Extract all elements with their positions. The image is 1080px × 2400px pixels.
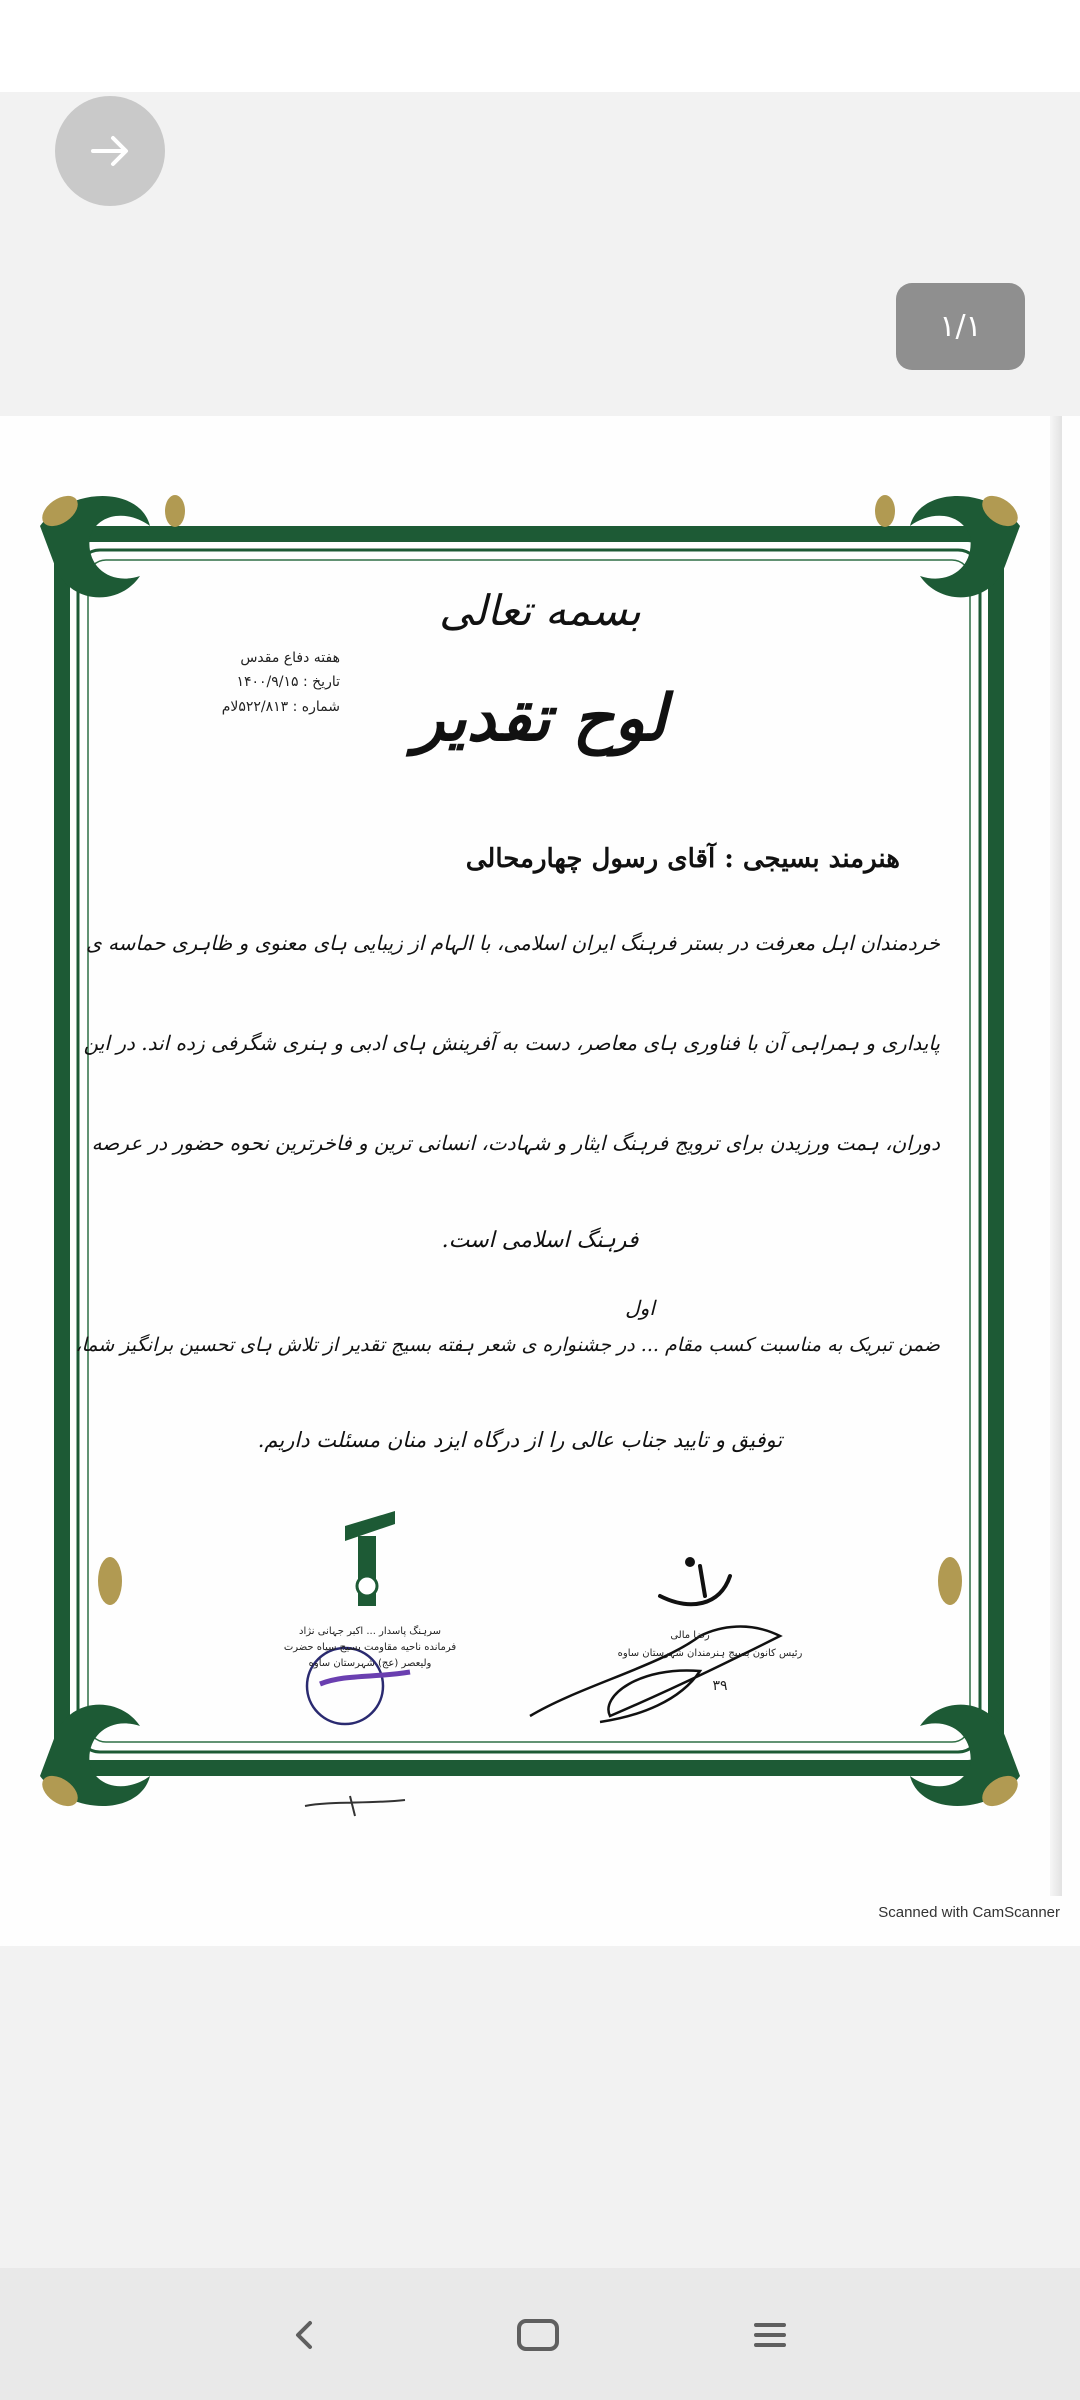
left-signature-line: ولیعصر (عج) شہرستان ساوه [308, 1658, 432, 1669]
recipient-line: هنرمند بسیجی : آقای رسول چهارمحالی [465, 844, 900, 874]
ink-mark [305, 1796, 405, 1816]
right-logo [660, 1559, 730, 1604]
chevron-left-icon [285, 2315, 325, 2355]
camscanner-watermark: Scanned with CamScanner [878, 1904, 1060, 1921]
purple-signature [320, 1672, 410, 1684]
arrow-right-icon [85, 126, 135, 176]
rank-handwritten: اول [625, 1296, 655, 1320]
certificate-title: لوح تقدیر [413, 681, 667, 756]
body-line: پایداری و ہمراہی آن با فناوری ہای معاصر، دست به آفرینش ہای ادبی و ہنری شگرفی زده اند. در این [83, 1031, 940, 1055]
document-page [0, 416, 1080, 1946]
sepah-emblem [345, 1511, 395, 1606]
nav-back-button[interactable] [265, 2295, 345, 2375]
meta-number: شماره : ۵۲۲/۸۱۳لام [221, 699, 340, 715]
body-line: خردمندان اہل معرفت در بستر فرہنگ ایران اسلامی، با الہام از زیبایی ہای معنوی و ظاہری حماسه ی [85, 931, 940, 955]
body-line: فرہنگ اسلامی است. [441, 1228, 639, 1253]
left-signature-line: فرمانده ناحیه مقاومت بسیج سپاه حضرت [283, 1642, 457, 1653]
page-edge-shadow [1050, 416, 1062, 1896]
left-signature-line: سرہنگ پاسدار ... اکبر جہانی نژاد [298, 1626, 442, 1637]
body-line: ضمن تبریک به مناسبت کسب مقام ... در جشنواره ی شعر ہفته بسیج تقدیر از تلاش ہای تحسین برانگیز شما، [75, 1334, 940, 1356]
menu-lines-icon [750, 2315, 790, 2355]
right-signature-title: رئیس کانون بسیج ہنرمندان شہرستان ساوه [617, 1648, 803, 1659]
status-bar [0, 0, 1080, 92]
right-signature-name: رضا مالی [670, 1630, 710, 1641]
signature-number: ۳۹ [712, 1678, 728, 1694]
certificate-frame [0, 416, 1080, 1946]
forward-button[interactable] [55, 96, 165, 206]
nav-recents-button[interactable] [730, 2295, 810, 2375]
body-line: توفیق و تایید جناب عالی را از درگاه ایزد منان مسئلت داریم. [257, 1428, 783, 1452]
certificate-header: بسمه تعالی [439, 586, 641, 635]
body-line: دوران، ہمت ورزیدن برای ترویج فرہنگ ایثار و شہادت، انسانی ترین و فاخرترین نحوه حضور در عرصه [91, 1131, 940, 1155]
home-rounded-square-icon [513, 2315, 563, 2355]
meta-org: هفته دفاع مقدس [240, 650, 340, 666]
nav-home-button[interactable] [498, 2295, 578, 2375]
meta-date: تاریخ : ۱۴۰۰/۹/۱۵ [236, 674, 340, 690]
page-counter: ۱/۱ [896, 283, 1025, 370]
